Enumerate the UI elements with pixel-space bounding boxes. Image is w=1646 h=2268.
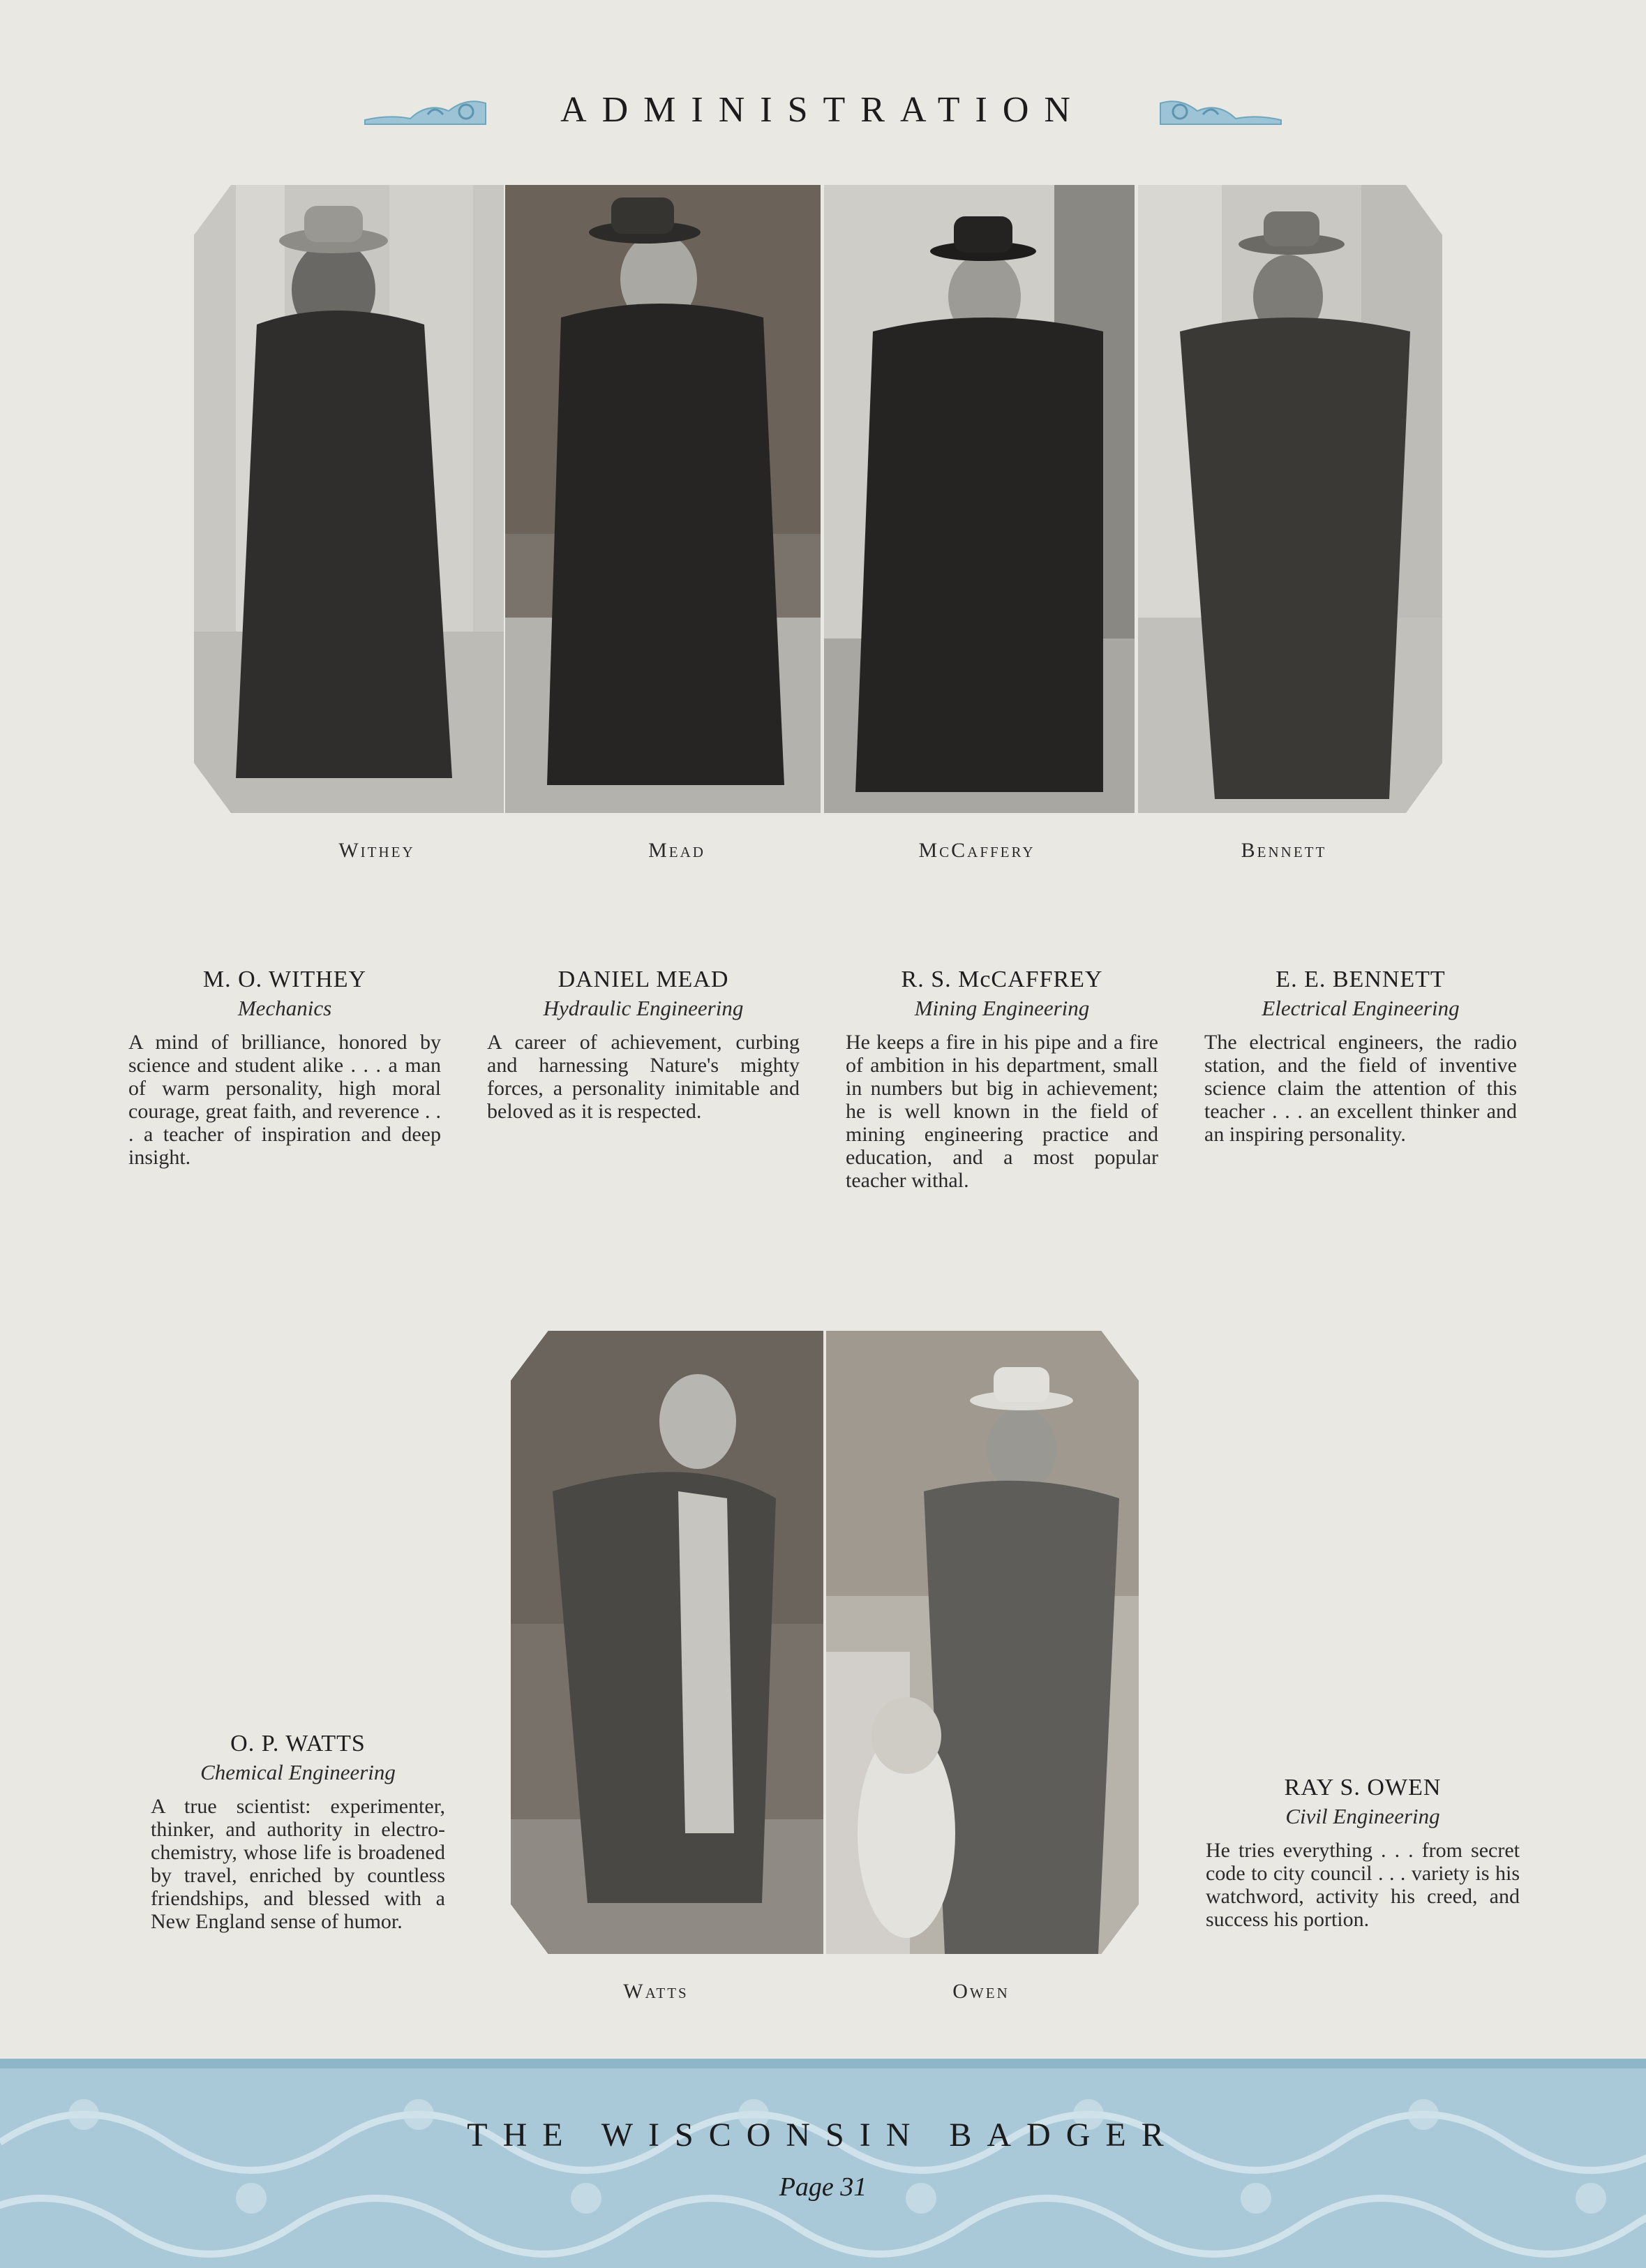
photo-caption-owen: Owen [952,1980,1010,2003]
photo-caption-mccaffery: McCaffery [918,839,1035,862]
scroll-ornament-right-icon [1155,94,1285,128]
portrait-photo-bennett [1138,185,1442,813]
bio-text: A mind of brilliance, honored by science and student alike . . . a man of warm personality, high moral courage, great faith, and reverence . . . a teacher of inspiration and deep insight. [128,1031,441,1169]
page-header [0,89,1646,145]
bio-department: Electrical Engineering [1262,996,1460,1020]
bio-department: Hydraulic Engineering [543,996,744,1020]
bio-mead [487,967,800,1123]
portrait-photo-mccaffery [824,185,1135,813]
photo-caption-watts: Watts [623,1980,689,2003]
bio-department: Chemical Engineering [200,1760,396,1784]
bio-name: O. P. WATTS [230,1731,366,1756]
photo-caption-bennett: Bennett [1241,839,1327,862]
bio-mccaffrey [846,967,1158,1192]
bio-text: A true scientist: experimenter, thinker, and authority in electro-chemistry, whose life is broadened by travel, enriched by countless friendships, and blessed with a New England sense of humor. [151,1795,445,1933]
bio-text: He keeps a fire in his pipe and a fire of ambition in his department, small in numbers but big in achievement; he is well known in the field of mining engineering practice and education, and a most popular teacher withal. [846,1031,1158,1192]
bio-withey [128,967,441,1169]
bio-department: Mining Engineering [914,996,1090,1020]
bio-owen [1206,1775,1520,1931]
footer-band [0,2059,1646,2268]
bio-name: R. S. McCAFFREY [901,967,1103,992]
photo-caption-mead: Mead [648,839,705,862]
bio-watts [151,1731,445,1933]
portrait-photo-withey [194,185,504,813]
portrait-photo-watts [511,1331,823,1954]
portrait-photo-mead [505,185,821,813]
bio-text: The electrical engineers, the radio station, and the field of inventive science claim the attention of this teacher . . . an excellent thinker and an inspiring personality. [1204,1031,1517,1146]
bio-name: M. O. WITHEY [202,967,367,992]
bio-name: E. E. BENNETT [1275,967,1446,992]
page-number: Page 31 [779,2172,867,2202]
bio-name: RAY S. OWEN [1284,1775,1442,1800]
scrollwork-pattern-icon [0,2059,1646,2268]
bio-text: He tries everything . . . from secret code to city council . . . variety is his watchword, activity his creed, and success his portion. [1206,1839,1520,1931]
bio-text: A career of achievement, curbing and harnessing Nature's mighty forces, a personality inimitable and beloved as it is respected. [487,1031,800,1123]
publication-title: THE WISCONSIN BADGER [467,2117,1179,2154]
bio-department: Civil Engineering [1285,1804,1440,1828]
bio-bennett [1204,967,1517,1146]
bio-name: DANIEL MEAD [558,967,729,992]
page-title: ADMINISTRATION [560,90,1086,130]
photo-caption-withey: Withey [338,839,415,862]
portrait-photo-owen [826,1331,1139,1954]
bio-department: Mechanics [237,996,332,1020]
